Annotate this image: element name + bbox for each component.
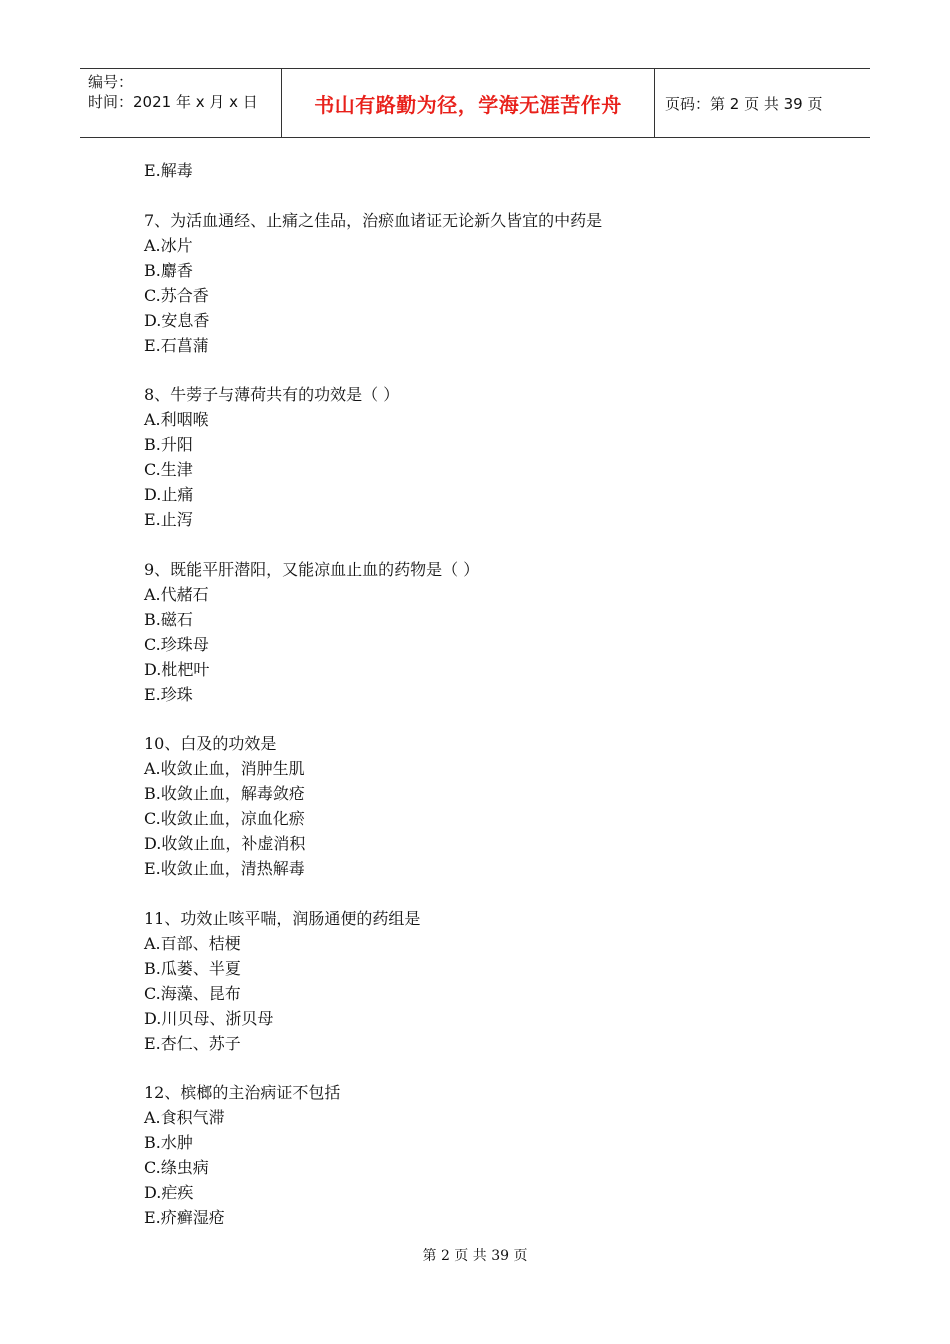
answer-option: D.收敛止血，补虚消积 — [144, 834, 306, 853]
date-label: 时间：2021 年 x 月 x 日 — [88, 93, 258, 111]
question-stem: 7、为活血通经、止痛之佳品，治瘀血诸证无论新久皆宜的中药是 — [144, 210, 603, 230]
option-line: E.解毒 — [144, 161, 193, 180]
question-block — [144, 731, 844, 906]
answer-option: A.食积气滞 — [144, 1108, 225, 1127]
answer-option: A.冰片 — [144, 235, 193, 255]
answer-option: D.枇杷叶 — [144, 659, 210, 679]
answer-option: D.川贝母、浙贝母 — [144, 1008, 274, 1028]
answer-option: D.止痛 — [144, 485, 194, 504]
page-info: 页码：第 2 页 共 39 页 — [665, 94, 823, 113]
motto: 书山有路勤为径，学海无涯苦作舟 — [314, 92, 622, 117]
header-meta — [80, 69, 282, 137]
answer-option: B.水肿 — [144, 1133, 193, 1152]
answer-option: E.收敛止血，清热解毒 — [144, 859, 305, 878]
question-stem: 9、既能平肝潜阳，又能凉血止血的药物是（ ） — [144, 559, 480, 579]
answer-option: C.珍珠母 — [144, 634, 209, 654]
answer-option: D.疟疾 — [144, 1183, 194, 1202]
answer-option: E.珍珠 — [144, 684, 193, 704]
answer-option: B.升阳 — [144, 435, 193, 454]
question-list — [144, 208, 844, 1231]
answer-option: A.收敛止血，消肿生肌 — [144, 759, 305, 778]
question-block — [144, 208, 844, 383]
question-block — [144, 382, 844, 557]
answer-option: E.杏仁、苏子 — [144, 1033, 241, 1053]
question-stem: 11、功效止咳平喘，润肠通便的药组是 — [144, 908, 421, 928]
answer-option: C.绦虫病 — [144, 1158, 209, 1177]
question-stem: 10、白及的功效是 — [144, 734, 277, 753]
answer-option: D.安息香 — [144, 310, 210, 330]
number-label: 编号： — [88, 73, 134, 91]
answer-option: C.海藻、昆布 — [144, 983, 241, 1003]
page-footer: 第 2 页 共 39 页 — [422, 1248, 528, 1264]
answer-option: B.磁石 — [144, 609, 193, 629]
answer-option: C.收敛止血，凉血化瘀 — [144, 809, 305, 828]
answer-option: C.苏合香 — [144, 285, 209, 305]
answer-option: B.瓜蒌、半夏 — [144, 958, 241, 978]
answer-option: B.麝香 — [144, 260, 193, 280]
header-page-info — [655, 69, 870, 137]
answer-option: B.收敛止血，解毒敛疮 — [144, 784, 305, 803]
question-stem: 12、槟榔的主治病证不包括 — [144, 1083, 341, 1102]
document-body — [144, 158, 844, 1230]
header-motto-cell — [282, 69, 655, 137]
page-header — [80, 68, 870, 138]
answer-option: E.疥癣湿疮 — [144, 1208, 225, 1227]
answer-option: E.止泻 — [144, 510, 193, 529]
question-block — [144, 906, 844, 1081]
answer-option: A.代赭石 — [144, 584, 209, 604]
question-stem: 8、牛蒡子与薄荷共有的功效是（ ） — [144, 385, 400, 404]
question-block — [144, 557, 844, 732]
answer-option: C.生津 — [144, 460, 193, 479]
answer-option: A.利咽喉 — [144, 410, 209, 429]
answer-option: A.百部、桔梗 — [144, 933, 241, 953]
question-block — [144, 1080, 844, 1230]
answer-option: E.石菖蒲 — [144, 335, 209, 355]
